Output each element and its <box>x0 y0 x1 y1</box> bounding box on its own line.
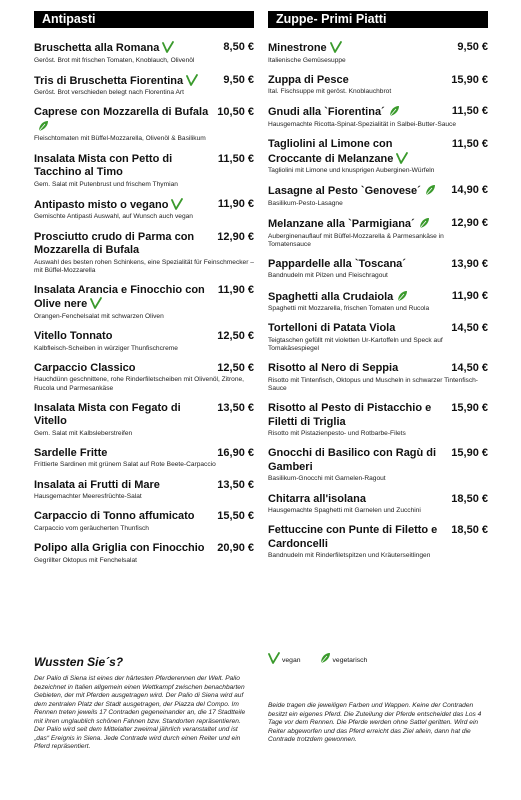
menu-item-header <box>268 322 488 336</box>
dish-name <box>34 41 219 56</box>
dish-description: Orangen-Fenchelsalat mit schwarzen Oliven <box>34 312 164 320</box>
dish-description: Risotto mit Tintenfisch, Oktopus und Muscheln in schwarzer Tintenfisch-Sauce <box>268 376 478 392</box>
dish-name <box>34 231 213 258</box>
vegetarian-leaf-icon <box>388 105 400 117</box>
dish-name <box>34 330 213 344</box>
dish-name <box>268 184 447 199</box>
menu-item-header <box>34 479 254 493</box>
dish-name-text: Antipasto misto o vegano <box>34 198 169 211</box>
menu-item <box>268 105 488 129</box>
dish-name-text: Sardelle Fritte <box>34 446 108 459</box>
dish-description: Basilikum-Gnocchi mit Garnelen-Ragout <box>268 475 386 483</box>
dish-description: Bandnudeln mit Rinderfiletspitzen und Kräuterseitlingen <box>268 552 431 560</box>
dish-name-text: Insalata Mista con Petto di Tacchino al Timo <box>34 152 173 179</box>
antipasti-list <box>34 41 254 565</box>
dish-price: 15,50 € <box>217 510 254 523</box>
vegetarian-leaf-icon <box>418 217 430 229</box>
dish-name <box>268 322 447 336</box>
vegan-v-icon <box>396 152 408 164</box>
zuppe-header: Zuppe- Primi Piatti <box>268 11 488 28</box>
dish-name <box>268 74 447 88</box>
dish-name <box>268 362 447 376</box>
dish-price: 13,50 € <box>217 401 254 414</box>
dish-price: 8,50 € <box>223 41 254 53</box>
vegan-v-icon <box>162 41 174 53</box>
dish-name <box>34 74 219 89</box>
menu-item <box>34 198 254 222</box>
dish-name <box>268 41 453 56</box>
dish-description: Auberginenauflauf mit Büffel-Mozzarella & Parmesankäse in Tomatensauce <box>268 232 444 248</box>
dish-price: 12,90 € <box>217 230 254 243</box>
dish-name <box>34 362 213 376</box>
dish-name <box>268 138 448 166</box>
dish-price: 11,50 € <box>451 138 488 151</box>
dish-name <box>34 510 213 524</box>
dish-price: 14,50 € <box>451 322 488 335</box>
dish-price: 15,90 € <box>451 73 488 86</box>
menu-item <box>34 510 254 533</box>
menu-item <box>268 184 488 208</box>
dish-price: 14,50 € <box>451 362 488 375</box>
antipasti-column <box>34 11 254 574</box>
dish-price: 11,50 € <box>451 105 488 118</box>
dish-description: Gemischte Antipasti Auswahl, auf Wunsch auch vegan <box>34 213 193 221</box>
dish-price: 15,90 € <box>451 402 488 415</box>
dish-description: Bandnudeln mit Pilzen und Fleischragout <box>268 272 388 280</box>
dish-description: Risotto mit Pistazienpesto- und Rotbarbe-Filets <box>268 430 406 438</box>
menu-item <box>268 447 488 483</box>
menu-item <box>34 402 254 438</box>
menu-item-header <box>34 106 254 134</box>
vegan-v-icon <box>171 198 183 210</box>
menu-item-header <box>268 447 488 474</box>
menu-item <box>268 258 488 281</box>
menu-item-header <box>268 217 488 232</box>
dish-description: Hausgemachte Spaghetti mit Garnelen und Zucchini <box>268 507 421 515</box>
menu-item <box>268 362 488 393</box>
menu-item <box>34 447 254 470</box>
menu-item <box>34 231 254 275</box>
dish-price: 12,90 € <box>451 217 488 230</box>
dish-price: 15,90 € <box>451 447 488 460</box>
vegan-v-icon <box>186 74 198 86</box>
menu-item-header <box>268 402 488 429</box>
dish-description: Gem. Salat mit Putenbrust und frischem Thymian <box>34 180 178 188</box>
legend <box>268 652 488 664</box>
dish-name-text: Insalata Mista con Fegato di Vitello <box>34 401 181 428</box>
dish-description: Hausgemachte Ricotta-Spinat-Spezialität in Salbei-Butter-Sauce <box>268 120 457 128</box>
vegan-v-icon <box>330 41 342 53</box>
dish-description: Kalbfleisch-Scheiben in würziger Thunfischcreme <box>34 344 178 352</box>
dish-price: 11,90 € <box>217 283 254 296</box>
dish-description: Carpaccio vom geräucherten Thunfisch <box>34 524 149 532</box>
dish-description: Geröst. Brot verschieden belegt nach Florentina Art <box>34 89 184 97</box>
dish-price: 10,50 € <box>217 106 254 119</box>
dish-name <box>268 290 448 305</box>
menu-item-header <box>268 290 488 305</box>
menu-item <box>34 74 254 98</box>
dish-name-text: Risotto al Pesto di Pistacchio e Filetti di Triglia <box>268 402 432 428</box>
dish-name-text: Insalata ai Frutti di Mare <box>34 478 160 491</box>
zuppe-list <box>268 41 488 560</box>
dish-name-text: Chitarra all'isolana <box>268 492 366 505</box>
menu-item-header <box>268 105 488 120</box>
dish-price: 18,50 € <box>451 524 488 537</box>
dish-name-text: Minestrone <box>268 42 327 54</box>
dish-description: Hauchdünn geschnittene, rohe Rinderfiletscheiben mit Olivenöl, Zitrone, Rucola und Parmesankäse <box>34 376 245 392</box>
dish-price: 12,50 € <box>217 361 254 374</box>
legend-vegan-label: vegan <box>282 657 301 664</box>
menu-item <box>268 322 488 353</box>
dish-description: Gem. Salat mit Kalbsleberstreifen <box>34 429 133 437</box>
menu-item <box>34 153 254 189</box>
menu-item-header <box>34 284 254 312</box>
dish-name <box>34 479 213 493</box>
menu-item <box>268 41 488 65</box>
dish-name <box>34 153 214 180</box>
dish-description: Hausgemachter Meeresfrüchte-Salat <box>34 493 142 501</box>
menu-item-header <box>34 330 254 344</box>
menu-item-header <box>268 493 488 507</box>
vegetarian-leaf-icon <box>37 120 49 132</box>
dish-price: 18,50 € <box>451 492 488 505</box>
dish-description: Spaghetti mit Mozzarella, frischen Tomaten und Rucola <box>268 305 430 313</box>
wussten-text: Der Palio di Siena ist eines der härtesten Pferderennen der Welt. Palio bezeichnet in Italien allgemein einen Wettkampf zwischen benachbarten Gebieten, der mit Pferden ausgetragen wird. Der Palio di Siena wird auf dem zentralen Platz der Stadt ausgetragen, der Piazza del Compo. Im Rennen treten jeweils 17 Contraden gegeneinander an, die 17 Stadtteile mit ihren unglaublich schönen Fahnen bzw. Standorten repräsentieren. Der Palio wird seit dem Mittelalter zweimal jährlich veranstaltet und ist „das“ Ereignis in Siena. Jede Contrade wird durch einen Reiter und ein Pferd repräsentiert. <box>34 675 246 750</box>
dish-price: 12,50 € <box>217 330 254 343</box>
dish-name-text: Zuppa di Pesce <box>268 73 349 86</box>
menu-item-header <box>268 258 488 272</box>
dish-name-text: Carpaccio Classico <box>34 361 136 374</box>
dish-name-text: Risotto al Nero di Seppia <box>268 362 399 375</box>
dish-name-text: Polipo alla Griglia con Finocchio <box>34 542 205 555</box>
zuppe-column <box>268 11 488 569</box>
menu-item <box>34 284 254 321</box>
menu-item-header <box>34 542 254 556</box>
menu-item <box>268 74 488 97</box>
dish-name <box>34 542 213 556</box>
dish-name <box>268 258 447 272</box>
dish-name-text: Spaghetti alla Crudaiola <box>268 290 394 303</box>
dish-name-text: Tris di Bruschetta Fiorentina <box>34 74 184 87</box>
menu-item <box>34 362 254 393</box>
dish-name <box>34 106 213 134</box>
dish-name <box>268 447 447 474</box>
dish-name-text: Lasagne al Pesto `Genovese´ <box>268 185 421 198</box>
dish-price: 13,50 € <box>217 478 254 491</box>
dish-name-text: Caprese con Mozzarella di Bufala <box>34 106 209 119</box>
menu-item <box>268 138 488 175</box>
dish-description: Tagliolini mit Limone und knusprigen Auberginen-Würfeln <box>268 167 435 175</box>
dish-description: Italienische Gemüsesuppe <box>268 56 346 64</box>
dish-price: 20,90 € <box>217 542 254 555</box>
legend-vegan <box>268 652 301 664</box>
vegetarian-leaf-icon <box>424 184 436 196</box>
dish-name <box>268 402 447 429</box>
legend-vegetarian-label: vegetarisch <box>332 657 368 664</box>
menu-item-header <box>268 362 488 376</box>
menu-item-header <box>268 41 488 56</box>
wussten-section <box>34 655 249 752</box>
dish-price: 14,90 € <box>451 184 488 197</box>
menu-item-header <box>268 184 488 199</box>
wussten-title: Wussten Sie´s? <box>34 655 124 669</box>
dish-name <box>268 524 447 551</box>
wussten-continuation <box>268 702 488 745</box>
dish-price: 11,50 € <box>217 152 254 165</box>
menu-item-header <box>34 510 254 524</box>
dish-name <box>268 105 448 120</box>
menu-item <box>268 290 488 314</box>
dish-description: Ital. Fischsuppe mit geröst. Knoblauchbrot <box>268 88 392 96</box>
dish-name-text: Gnocchi di Basilico con Ragù di Gamberi <box>268 447 437 473</box>
dish-name <box>34 284 214 312</box>
menu-item-header <box>34 153 254 180</box>
dish-description: Geröst. Brot mit frischen Tomaten, Knoblauch, Olivenöl <box>34 56 195 64</box>
dish-name-text: Fettuccine con Punte di Filetto e Cardoncelli <box>268 524 438 550</box>
menu-item <box>34 479 254 502</box>
dish-price: 13,90 € <box>451 257 488 270</box>
dish-name <box>268 217 447 232</box>
menu-item <box>34 542 254 565</box>
dish-description: Gegrillter Oktopus mit Fenchelsalat <box>34 556 137 564</box>
menu-item <box>268 217 488 249</box>
menu-item-header <box>268 524 488 551</box>
menu-item-header <box>34 198 254 213</box>
dish-name-text: Pappardelle alla `Toscana´ <box>268 257 406 270</box>
vegetarian-leaf-icon <box>319 652 331 664</box>
menu-item <box>268 402 488 438</box>
dish-name <box>268 493 447 507</box>
vegetarian-leaf-icon <box>396 290 408 302</box>
dish-price: 11,90 € <box>451 289 488 302</box>
dish-price: 9,50 € <box>457 41 488 53</box>
vegan-v-icon <box>268 652 280 664</box>
menu-item-header <box>34 74 254 89</box>
dish-name-text: Prosciutto crudo di Parma con Mozzarella di Bufala <box>34 230 195 257</box>
menu-item-header <box>34 41 254 56</box>
dish-name-text: Gnudi alla `Fiorentina´ <box>268 106 385 119</box>
dish-name-text: Carpaccio di Tonno affumicato <box>34 510 195 523</box>
menu-item <box>34 106 254 143</box>
dish-description: Basilikum-Pesto-Lasagne <box>268 199 343 207</box>
dish-name <box>34 447 213 461</box>
dish-price: 9,50 € <box>223 73 254 86</box>
menu-item <box>34 330 254 353</box>
dish-name <box>34 402 213 429</box>
menu-item <box>268 493 488 516</box>
antipasti-header: Antipasti <box>34 11 254 28</box>
menu-item <box>268 524 488 560</box>
menu-item-header <box>34 402 254 429</box>
menu-item <box>34 41 254 65</box>
menu-item-header <box>34 231 254 258</box>
menu-item-header <box>268 138 488 166</box>
dish-name-text: Melanzane alla `Parmigiana´ <box>268 218 415 231</box>
menu-item-header <box>34 362 254 376</box>
dish-description: Auswahl des besten rohen Schinkens, eine Spezialität für Feinschmecker – mit Büffel-Mozzarella <box>34 258 254 274</box>
menu-item-header <box>268 74 488 88</box>
dish-name-text: Vitello Tonnato <box>34 330 113 343</box>
menu-item-header <box>34 447 254 461</box>
dish-name-text: Insalata Arancia e Finocchio con Olive nere <box>34 283 205 311</box>
dish-name-text: Bruschetta alla Romana <box>34 42 160 54</box>
dish-description: Fleischtomaten mit Büffel-Mozzarella, Olivenöl & Basilikum <box>34 135 206 143</box>
dish-name <box>34 198 214 213</box>
dish-name-text: Tortelloni di Patata Viola <box>268 322 396 335</box>
dish-price: 16,90 € <box>217 446 254 459</box>
legend-vegetarian <box>319 652 368 664</box>
vegan-v-icon <box>90 297 102 309</box>
dish-description: Frittierte Sardinen mit grünem Salat auf Rote Beete-Carpaccio <box>34 461 216 469</box>
dish-price: 11,90 € <box>217 197 254 210</box>
dish-description: Teigtaschen gefüllt mit violetten Ur-Kartoffeln und Speck auf Tomakäsespiegel <box>268 336 443 353</box>
wussten-continuation-text: Beide tragen die jeweiligen Farben und Wappen. Keine der Contraden besitzt ein eigenes Pferd. Die Zuteilung der Pferde entscheidet das Los 4 Tage vor dem Rennen. Die Pferde werden ohne Sattel geritten. Wird ein Reiter abgeworfen und das Pferd erreicht das Ziel allein, dann hat die Contrade trotzdem gewonnen. <box>268 702 482 743</box>
dish-name-text: Tagliolini al Limone con Croccante di Melanzane <box>268 138 394 165</box>
